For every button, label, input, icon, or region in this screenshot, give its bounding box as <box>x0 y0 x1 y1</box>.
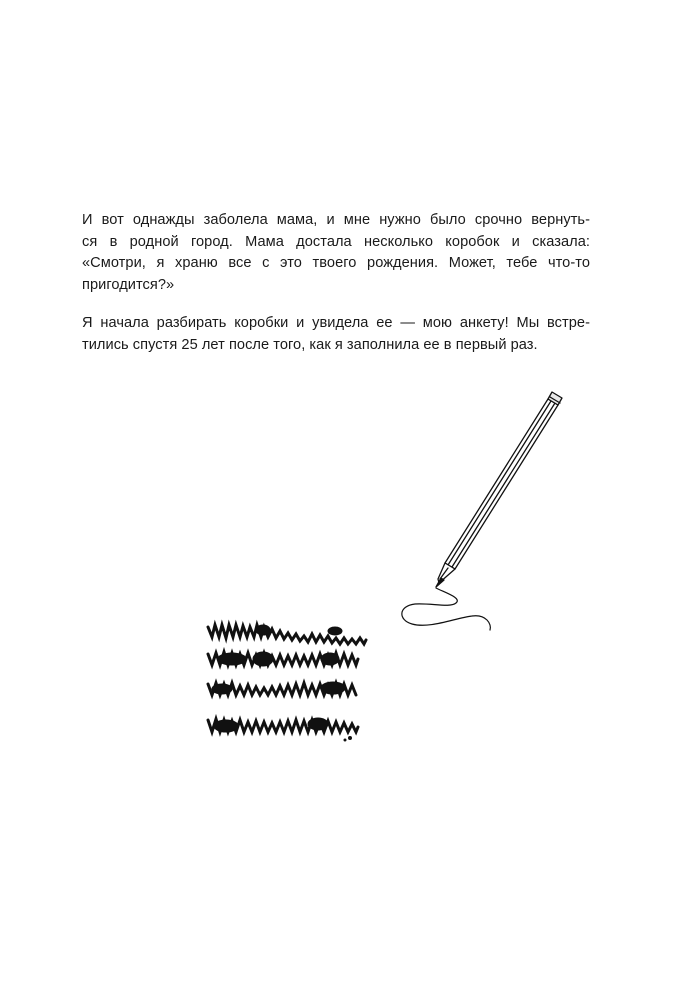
scribble-row <box>208 625 366 644</box>
pencil-icon <box>436 392 562 587</box>
scribble-row <box>208 682 356 695</box>
scribble-row <box>208 652 358 666</box>
scribble-row <box>208 718 358 741</box>
pencil-scribble-icon <box>402 588 491 630</box>
text-line: ся в родной город. Мама достала несколько коробок и сказала: <box>82 233 590 250</box>
text-line: Я начала разбирать коробки и увидела ее — мою анкету! Мы встре- <box>82 315 590 331</box>
text-line: И вот однажды заболела мама, и мне нужно было срочно вернуть- <box>82 212 590 228</box>
scribbled-lines-icon <box>208 625 366 741</box>
text-line: тились спустя 25 лет после того, как я заполнила ее в первый раз. <box>82 336 538 353</box>
text-line: пригодится?» <box>82 276 175 293</box>
text-line: «Смотри, я храню все с это твоего рождения. Может, тебе что-то <box>82 255 590 271</box>
